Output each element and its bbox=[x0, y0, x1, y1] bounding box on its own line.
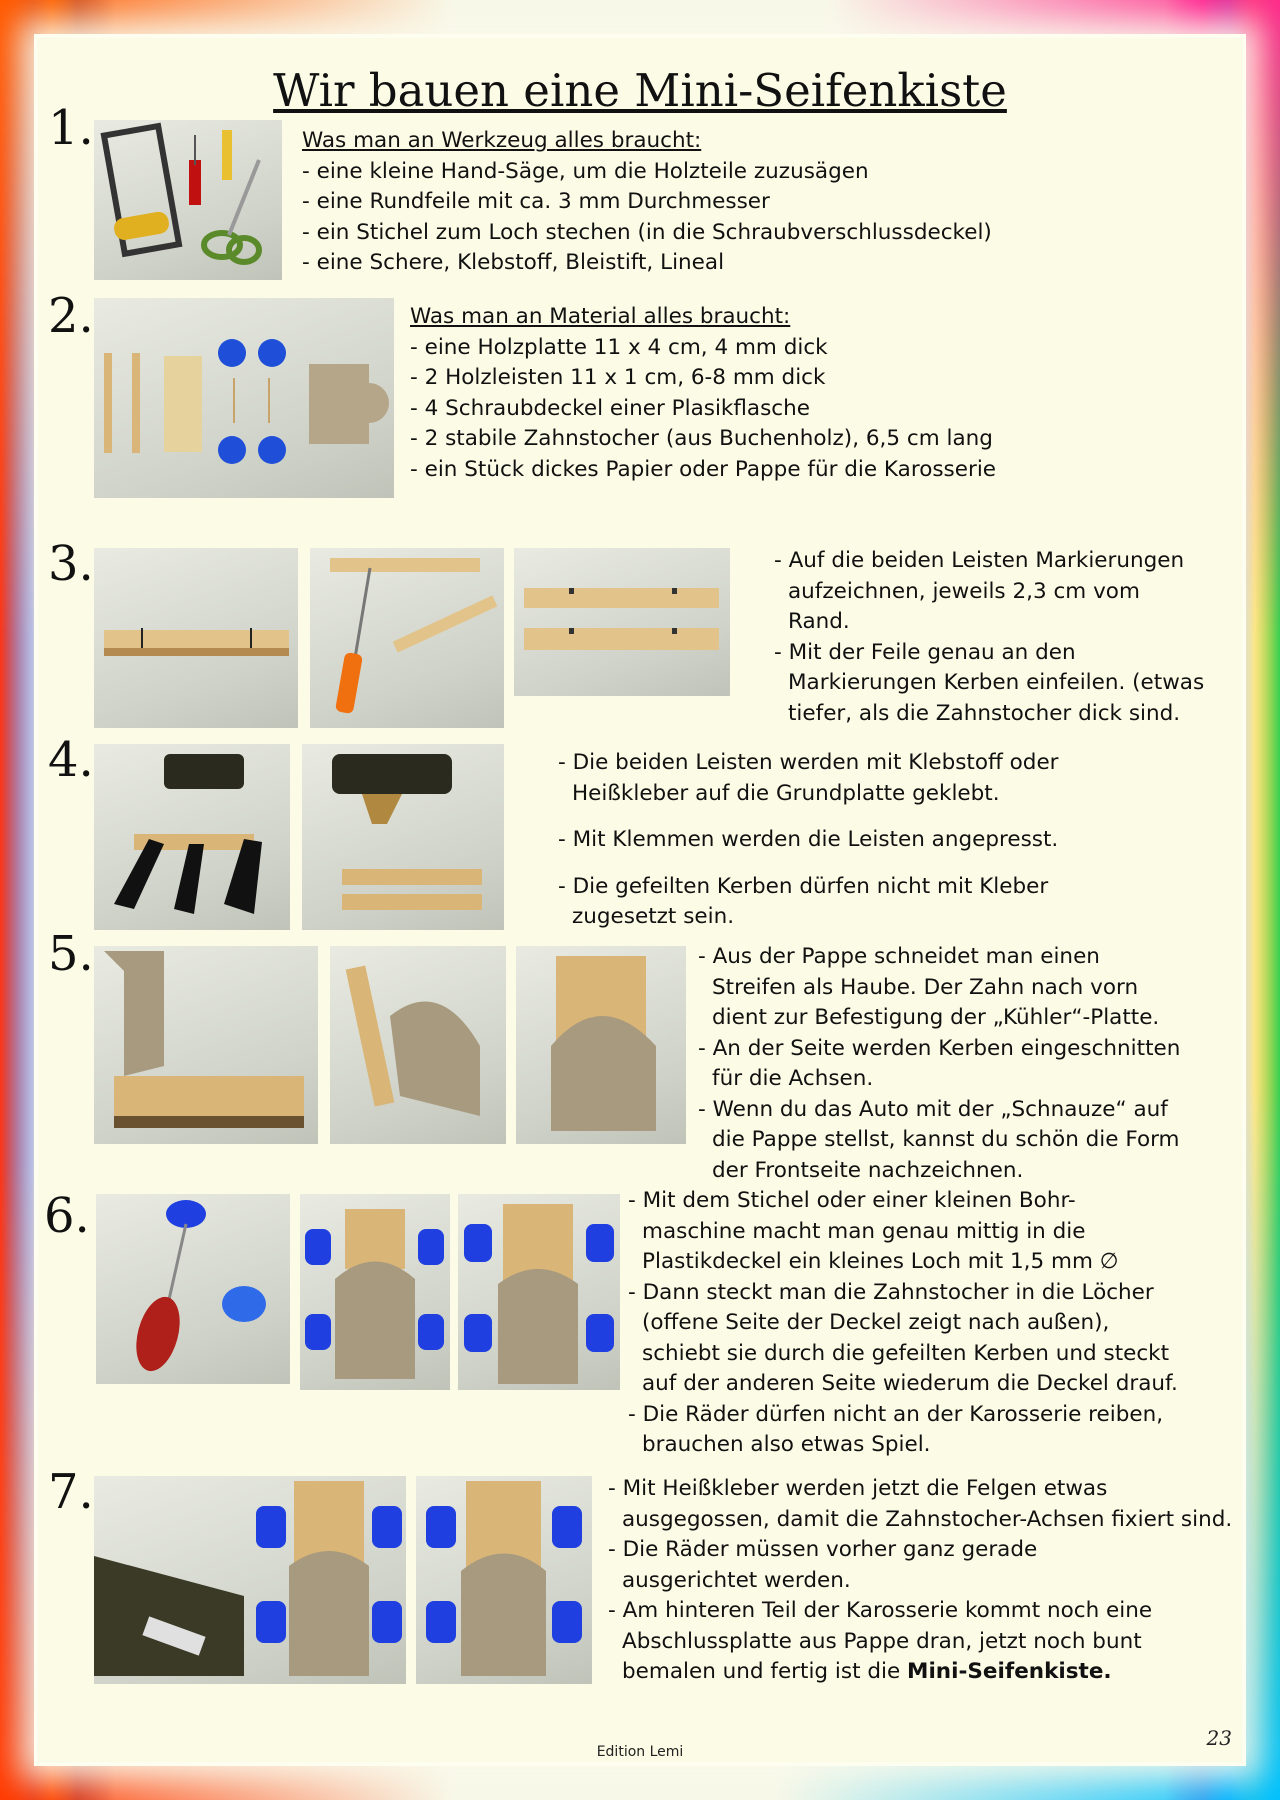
step-1-heading: Was man an Werkzeug alles braucht: bbox=[302, 128, 702, 153]
page-title: Wir bauen eine Mini-Seifenkiste bbox=[273, 64, 1007, 117]
glue-gun-car-illustration bbox=[94, 1476, 406, 1684]
step-5-line: die Pappe stellst, kannst du schön die Form bbox=[712, 1127, 1180, 1152]
step-6-photo-3 bbox=[458, 1194, 620, 1390]
step-1-line: - eine Schere, Klebstoff, Bleistift, Lineal bbox=[302, 250, 725, 275]
step-4-line: Heißkleber auf die Grundplatte geklebt. bbox=[572, 780, 1000, 806]
hood-front-illustration bbox=[516, 946, 686, 1144]
step-2-heading: Was man an Material alles braucht: bbox=[410, 304, 791, 329]
step-2-number: 2. bbox=[48, 288, 94, 344]
step-7-line: - Mit Heißkleber werden jetzt die Felgen etwas bbox=[608, 1476, 1108, 1501]
step-3-line: tiefer, als die Zahnstocher dick sind. bbox=[788, 700, 1181, 726]
step-3-photo-2 bbox=[310, 548, 504, 728]
step-6-text bbox=[628, 1186, 1178, 1461]
step-1-line: - ein Stichel zum Loch stechen (in die Schraubverschlussdeckel) bbox=[302, 219, 992, 245]
step-2-line: - 2 Holzleisten 11 x 1 cm, 6-8 mm dick bbox=[410, 365, 826, 390]
step-7-bold-end: Mini-Seifenkiste. bbox=[907, 1659, 1112, 1684]
step-3-line: Markierungen Kerben einfeilen. (etwas bbox=[788, 670, 1205, 695]
notched-strips-illustration bbox=[514, 548, 730, 696]
step-5-line: - Wenn du das Auto mit der „Schnauze“ auf bbox=[698, 1096, 1168, 1122]
step-6-photo-1 bbox=[96, 1194, 290, 1384]
step-4-line: - Die gefeilten Kerben dürfen nicht mit Kleber bbox=[558, 873, 1049, 899]
step-6-line: auf der anderen Seite wiederum die Deckel drauf. bbox=[642, 1371, 1178, 1396]
step-4-photo-1 bbox=[94, 744, 290, 930]
step-6-line: schiebt sie durch die gefeilten Kerben und steckt bbox=[642, 1340, 1170, 1366]
step-6-line: Plastikdeckel ein kleines Loch mit 1,5 mm ∅ bbox=[642, 1249, 1119, 1274]
step-7-line: bemalen und fertig ist die bbox=[622, 1659, 908, 1684]
step-3-line: Rand. bbox=[788, 609, 850, 634]
footer-edition: Edition Lemi bbox=[596, 1744, 684, 1760]
cardboard-strip-illustration bbox=[94, 946, 318, 1144]
step-5-text bbox=[698, 942, 1180, 1186]
hood-top-illustration bbox=[330, 946, 506, 1144]
tools-illustration bbox=[94, 120, 282, 280]
step-6-photo-2 bbox=[300, 1194, 450, 1390]
step-6-line: maschine macht man genau mittig in die bbox=[642, 1218, 1086, 1244]
step-6-line: brauchen also etwas Spiel. bbox=[642, 1432, 931, 1457]
step-2-line: - 4 Schraubdeckel einer Plasikflasche bbox=[410, 395, 810, 421]
glue-gun-illustration bbox=[302, 744, 504, 930]
materials-illustration bbox=[94, 298, 394, 498]
step-7-line: - Am hinteren Teil der Karosserie kommt noch eine bbox=[608, 1598, 1153, 1623]
step-6-line: - Die Räder dürfen nicht an der Karosserie reiben, bbox=[628, 1401, 1164, 1427]
step-2-line: - ein Stück dickes Papier oder Pappe für die Karosserie bbox=[410, 456, 997, 482]
step-2-line: - 2 stabile Zahnstocher (aus Buchenholz), 6,5 cm lang bbox=[410, 426, 993, 451]
step-2-text bbox=[410, 302, 996, 485]
step-5-line: der Frontseite nachzeichnen. bbox=[712, 1157, 1024, 1183]
step-4-photo-2 bbox=[302, 744, 504, 930]
step-4-number: 4. bbox=[48, 732, 94, 788]
car-wheels-top-illustration bbox=[458, 1194, 620, 1390]
step-3-photo-3 bbox=[514, 548, 730, 696]
page-number: 23 bbox=[1206, 1726, 1232, 1750]
step-7-photo-1 bbox=[94, 1476, 406, 1684]
step-7-photo-2 bbox=[416, 1476, 592, 1684]
marked-strip-illustration bbox=[94, 548, 298, 728]
step-5-photo-3 bbox=[516, 946, 686, 1144]
step-1-line: - eine kleine Hand-Säge, um die Holzteile zuzusägen bbox=[302, 158, 869, 184]
step-4-line: - Die beiden Leisten werden mit Klebstoff oder bbox=[558, 750, 1059, 775]
step-5-photo-1 bbox=[94, 946, 318, 1144]
step-3-number: 3. bbox=[48, 536, 94, 592]
step-7-line: - Die Räder müssen vorher ganz gerade bbox=[608, 1537, 1038, 1562]
clamps-illustration bbox=[94, 744, 290, 930]
step-5-line: Streifen als Haube. Der Zahn nach vorn bbox=[712, 974, 1139, 1000]
step-3-line: - Auf die beiden Leisten Markierungen bbox=[774, 548, 1185, 573]
step-6-line: (offene Seite der Deckel zeigt nach außen), bbox=[642, 1310, 1110, 1335]
step-5-number: 5. bbox=[48, 926, 94, 982]
step-7-line: ausgerichtet werden. bbox=[622, 1567, 851, 1593]
step-3-line: - Mit der Feile genau an den bbox=[774, 639, 1076, 665]
step-5-photo-2 bbox=[330, 946, 506, 1144]
step-5-line: - Aus der Pappe schneidet man einen bbox=[698, 944, 1100, 969]
step-2-photo-materials bbox=[94, 298, 394, 498]
step-6-number: 6. bbox=[44, 1188, 90, 1244]
step-4-line: - Mit Klemmen werden die Leisten angepresst. bbox=[558, 827, 1059, 852]
step-7-text bbox=[608, 1474, 1232, 1688]
car-wheels-illustration bbox=[300, 1194, 450, 1390]
step-6-line: - Mit dem Stichel oder einer kleinen Bohr- bbox=[628, 1188, 1076, 1213]
step-4-text bbox=[558, 748, 1059, 933]
awl-cap-illustration bbox=[96, 1194, 290, 1384]
step-5-line: dient zur Befestigung der „Kühler“-Platte. bbox=[712, 1005, 1160, 1030]
finished-car-illustration bbox=[416, 1476, 592, 1684]
step-6-line: - Dann steckt man die Zahnstocher in die Löcher bbox=[628, 1279, 1154, 1305]
page-frame bbox=[38, 38, 1242, 1762]
step-7-line: Abschlussplatte aus Pappe dran, jetzt noch bunt bbox=[622, 1628, 1142, 1654]
step-2-line: - eine Holzplatte 11 x 4 cm, 4 mm dick bbox=[410, 334, 828, 360]
step-7-last-line bbox=[608, 1657, 1232, 1688]
step-3-text bbox=[774, 546, 1204, 729]
step-3-photo-1 bbox=[94, 548, 298, 728]
step-4-line: zugesetzt sein. bbox=[572, 904, 735, 929]
file-illustration bbox=[310, 548, 504, 728]
step-1-photo-tools bbox=[94, 120, 282, 280]
step-1-line: - eine Rundfeile mit ca. 3 mm Durchmesser bbox=[302, 189, 770, 214]
step-5-line: - An der Seite werden Kerben eingeschnitten bbox=[698, 1035, 1181, 1061]
step-7-line: ausgegossen, damit die Zahnstocher-Achsen fixiert sind. bbox=[622, 1506, 1233, 1532]
step-5-line: für die Achsen. bbox=[712, 1066, 874, 1091]
step-3-line: aufzeichnen, jeweils 2,3 cm vom bbox=[788, 578, 1140, 604]
step-7-number: 7. bbox=[48, 1464, 94, 1520]
step-1-number: 1. bbox=[48, 100, 94, 156]
step-1-text bbox=[302, 126, 992, 279]
